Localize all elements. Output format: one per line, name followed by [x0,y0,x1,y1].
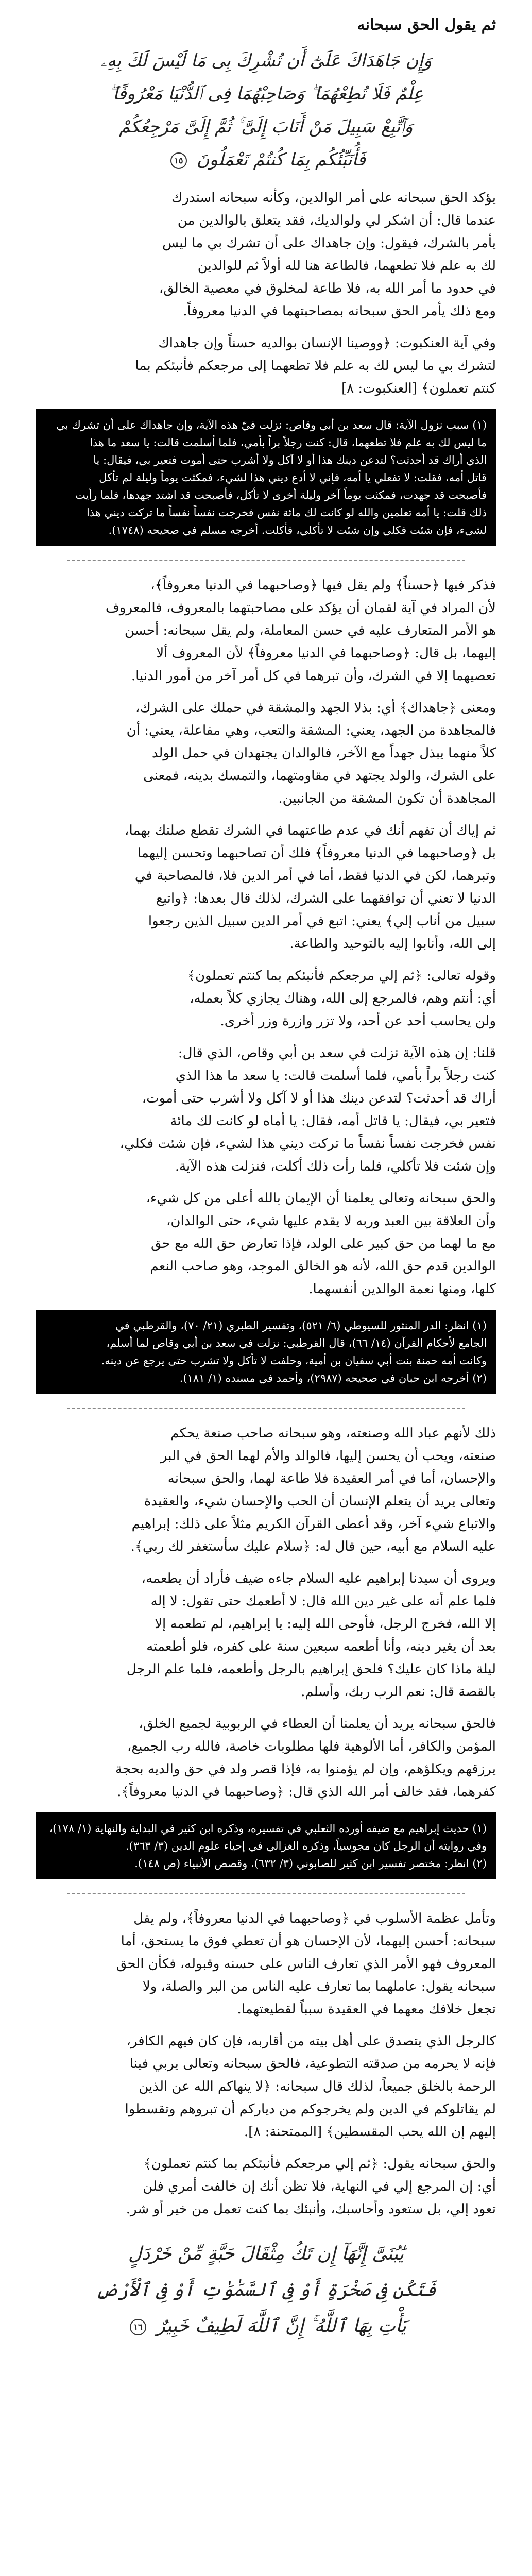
text-line: الرحمة بالخلق جميعاً، لذلك قال سبحانه: ﴿لا ينهاكم الله عن الذين [139,2079,496,2094]
text-line: ومعنى ﴿جاهداك﴾ أي: بذلا الجهد والمشقة في حملك على الشرك، [135,700,496,716]
quran-line [41,143,491,176]
text-line: لك به علم فلا تطعهما، فالطاعة هنا لله أولاً ثم للوالدين [197,258,496,274]
paragraph-3 [36,574,496,687]
footnote-line: قاتل أمه، فقلت: لا تفعلي يا أمه، فإني لا أدع ديني هذا لشيء، فمكثت يوماً وليلة لم تأكل [99,471,487,484]
text-line: قلنا: إن هذه الآية نزلت في سعد بن أبي وقاص، الذي قال: [178,1045,496,1061]
text-line: ومع ذلك يأمر الحق سبحانه بمصاحبتهما في الدنيا معروفاً. [183,303,496,319]
paragraph-4 [36,697,496,810]
footnote-line: وفي روايته أن الرجل كان مجوسياً، وذكره الغزالي في إحياء علوم الدين (٣/ ٣٦٣). [126,1840,487,1852]
text-line: كلها، ومنها نعمة الوالدين أنفسهما. [308,1281,496,1297]
text-line: عندما قال: أن اشكر لي ولوالديك، فقد يتعلق بالوالدين من [177,213,496,228]
verse-number-badge: ١٦ [130,2319,146,2335]
text-line: كفرهما، فقد خالف أمر الله الذي قال: ﴿وصاحبهما في الدنيا معروفاً﴾. [117,1784,496,1800]
paragraph-9 [36,1422,496,1558]
text-line: وتبرهما، لكن في الدنيا فقط، أما في أمر الدين فلا، فالمصاحبة في [134,868,496,884]
text-line: إليهم إن الله يحب المقسطين﴾ [الممتحنة: ٨]. [244,2124,496,2140]
footnote-line: ما ليس لك به علم فلا تطعهما، قال: كنت رجلاً براً بأمي، فلما أسلمت قالت: يا سعد ما هذا [90,436,487,449]
page-divider [67,560,465,561]
text-line: وإن شئت فلا تأكلي، فلما رأت ذلك أكلت، فنزلت هذه الآية. [175,1159,496,1174]
text-line: كنتم تعملون﴾ [العنكبوت: ٨] [341,381,496,396]
paragraph-11 [36,1713,496,1803]
text-line: بالقصة قال: نعم الرب ربك، وأسلم. [301,1684,496,1700]
footnote-line: (١) انظر: الدر المنثور للسيوطي (٦/ ٥٢١)، وتفسير الطبري (٢١/ ٧٠)، والقرطبي في [115,1319,487,1332]
footnote-line: (١) سبب نزول الآية: قال سعد بن أبي وقاص: نزلت فيّ هذه الآية، وإن جاهداك على أن تشرك بي [56,419,487,431]
text-line: المعروف فهو الأمر الذي تعارف الناس على حسنه وقبوله، فكأن الحق [116,1956,496,1972]
quran-line: فَتَكُن فِى صَخْرَةٍ أَوْ فِى ٱلسَّمَٰوَٰتِ أَوْ فِى ٱلْأَرْضِ [95,2279,437,2300]
text-line: لم يقاتلوكم في الدين ولم يخرجوكم من دياركم أن تبروهم وتقسطوا [125,2102,496,2117]
text-line: فالمجاهدة من الجهد، يعني: المشقة والتعب، وهي مفاعلة، يعني: أن [126,723,496,738]
text-line: والاتباع شيء آخر، وقد أعطى القرآن الكريم مثلاً على ذلك: إبراهيم [131,1516,496,1532]
text-line: أي: أنتم وهم، فالمرجع إلى الله، وهناك يجازي كلاً بعمله، [190,991,496,1006]
paragraph-1 [36,187,496,323]
text-line: كنت رجلاً براً بأمي، فلما أسلمت قالت: يا سعد ما هذا الذي [175,1068,496,1083]
text-line: فإنه لا يحرمه من صدقته التطوعية، فالحق سبحانه وتعالى يربي فينا [130,2056,496,2072]
text-line: الوالدين قدم حق الله، لأنه هو الخالق الموجد، وهو صاحب النعم [150,1259,496,1274]
text-line: وتعالى يريد أن يتعلم الإنسان أن الحب والإحسان شيء، والعقيدة [144,1494,496,1509]
quran-line-text: فَأُنَبِّئُكُم بِمَا كُنتُمْ تَعْمَلُونَ [196,149,366,170]
text-line: مع ما لهما من حق كبير على الولد، فإذا تعارض حق الله مع حق [151,1236,496,1251]
verse-number-badge: ١٥ [170,152,187,169]
footnote-block-3 [36,1812,496,1879]
text-line: هو الأمر المتعارف عليه في حسن المعاملة، ولم يقل سبحانه: أحسن [124,623,496,638]
text-line: تعود إلي، بل ستعود وأحاسبك، وأنبئك بما كنت تعمل من خير أو شر. [126,2201,496,2217]
text-line: إليهما، بل قال: ﴿وصاحبهما في الدنيا معروفاً﴾ لأن المعروف ألا [156,646,496,661]
text-line: صنعته، ويحب أن يحسن إليها، فالوالد والأم لهما الحق في البر [160,1448,496,1464]
footnote-line: (٢) أخرجه ابن حبان في صحيحه (٢٩٨٧)، وأحمد في مسنده (١/ ١٨١). [179,1372,487,1384]
text-line: لأن المراد في آية لقمان أن يؤكد على مصاحبتهما بالمعروف، فالمعروف [105,600,496,616]
text-line: والحق سبحانه وتعالى يعلمنا أن الإيمان بالله أعلى من كل شيء، [146,1191,496,1206]
footnote-line: ذلك قلت: يا أمه تعلمين والله لو كانت لك مائة نفس فخرجت نفساً نفساً ما تركت ديني هذا [86,506,487,519]
text-line: وفي آية العنكبوت: ﴿ووصينا الإنسان بوالديه حسناً وإن جاهداك [158,335,496,351]
text-line: فتعير بي، فيقال: يا قاتل أمه، فقال: يا أماه لو كانت لك مائة [170,1113,496,1129]
paragraph-10 [36,1567,496,1703]
text-line: سبحانه: أحسن إليهما، لأن الإحسان هو أن تعطي فوق ما يستحق، أما [121,1934,496,1949]
text-line: كالرجل الذي يتصدق على أهل بيته من أقاربه، فإن كان فيهم الكافر، [126,2033,496,2049]
text-line: سبيل من أناب إلي﴾ يعني: اتبع في أمر الدين سبيل الذين رجعوا [148,913,496,929]
text-line: بل ﴿وصاحبهما في الدنيا معروفاً﴾ فلك أن تصاحبهما وتحسن إليهما [137,845,496,861]
text-line: كلاً منهما يبذل جهداً مع الآخر، فالوالدان يجتهدان في حمل الولد [151,745,496,761]
text-line: المؤمن والكافر، أما الألوهية فلها مطلوبات خاصة، فالله رب الجميع، [127,1739,496,1754]
paragraph-8 [36,1187,496,1300]
footnote-line: فأصبحت قد جهدت، فمكثت يوماً آخر وليلة أخرى لا تأكل، فأصبحت قد اشتد جهدها، فلما رأيت [75,489,487,501]
footnote-line: وكانت أمه حمنة بنت أبي سفيان بن أمية، وحلفت لا تأكل ولا تشرب حتى يرجع عن دينه. [101,1354,487,1367]
paragraph-6 [36,964,496,1032]
paragraph-14 [36,2153,496,2221]
quran-line: عِلْمٌ فَلَا تُطِعْهُمَا ۖ وَصَاحِبْهُمَا فِى ٱلدُّنْيَا مَعْرُوفًا ۖ [108,83,424,104]
text-line: فذكر فيها ﴿حسناً﴾ ولم يقل فيها ﴿وصاحبهما في الدنيا معروفاً﴾، [150,578,496,593]
text-line: ثم إياك أن تفهم أنك في عدم طاعتهما في الشرك تقطع صلتك بهما، [125,823,496,838]
footnote-line: لشيء، فإن شئت فكلي وإن شئت لا تأكلي، فأكلت. أخرجه مسلم في صحيحه (١٧٤٨). [108,524,487,536]
text-line: سبحانه يقول: عاملهما بما تعارف عليه الناس من البر والصلة، ولا [142,1979,496,1994]
text-line: أي: إن المرجع إلي في النهاية، فلا تظن أنك إن خالفت أمري فلن [143,2179,496,2194]
text-line: ذلك لأنهم عباد الله وصنعته، وهو سبحانه صاحب صنعة يحكم [170,1426,496,1441]
text-line: عليه السلام مع أبيه، حين قال له: ﴿سلام عليك سأستغفر لك ربي﴾. [130,1539,496,1554]
text-line: إلى الله، وأنابوا إليه بالتوحيد والطاعة. [289,936,496,952]
text-line: ويروى أن سيدنا إبراهيم عليه السلام جاءه ضيف فأراد أن يطعمه، [141,1571,496,1586]
text-line: وتأمل عظمة الأسلوب في ﴿وصاحبهما في الدنيا معروفاً﴾، ولم يقل [133,1911,496,1926]
quran-verse-15 [41,44,491,176]
footnote-line: (٢) انظر: مختصر تفسير ابن كثير للصابوني (٣/ ٦٣٢)، وقصص الأنبياء (ص ١٤٨). [134,1857,487,1870]
footnote-block-2 [36,1310,496,1394]
paragraph-12 [36,1907,496,2021]
page-divider [67,1408,465,1409]
text-line: والإحسان، أما في أمر العقيدة فلا طاعة لهما، والحق سبحانه [167,1471,496,1486]
text-line: تعصيهما إلا في الشرك، وأن تبرهما في كل أمر آخر من أمور الدنيا. [131,668,496,684]
section-header: ثم يقول الحق سبحانه [357,16,496,34]
text-line: في حدود ما أمر الله به، فلا طاعة لمخلوق في معصية الخالق، [159,281,496,296]
text-line: إلا الله، فخرج الرجل، فأوحى الله إليه: يا إبراهيم، لم تطعمه إلا [155,1616,496,1632]
text-line: يرزقهم ويكلؤهم، وإن لم يؤمنوا به، فإذا قصر ولد في حق والديه بحجة [115,1761,496,1777]
paragraph-7 [36,1042,496,1178]
text-line: لتشرك بي ما ليس لك به علم فلا تطعهما إلى مرجعكم فأنبئكم بما [135,358,496,374]
text-line: تجعل خلافك معهما في العقيدة سبباً لقطيعتهما. [237,2002,496,2017]
footnote-block-1 [36,409,496,546]
footnote-line: الذي أراك قد أحدثت؟ لتدعن دينك هذا أو لا آكل ولا أشرب حتى أموت فتعير بي، فيقال: يا [93,454,487,466]
text-line: ولن يحاسب أحد عن أحد، ولا تزر وازرة وزر أخرى. [220,1013,496,1029]
quran-verse-16 [41,2236,491,2344]
text-line: أراك قد أحدثت؟ لتدعن دينك هذا أو لا آكل ولا أشرب حتى أموت، [142,1091,496,1106]
text-line: وقوله تعالى: ﴿ثم إلي مرجعكم فأنبئكم بما كنتم تعملون﴾ [187,968,496,984]
text-line: نفس فخرجت نفساً نفساً ما تركت ديني هذا لشيء، فإن شئت فكلي، [119,1136,496,1151]
footnote-line: (١) حديث إبراهيم مع ضيفه أورده الثعلبي في تفسيره، وذكره ابن كثير في البداية والنهاية (١/ ١٧٨)، [49,1822,487,1835]
text-line: فلما علم أنه على غير دين الله قال: لا أطعمك حتى تقول: لا إله [150,1594,496,1609]
quran-line: وَإِن جَاهَدَاكَ عَلَىٰٓ أَن تُشْرِكَ بِى مَا لَيْسَ لَكَ بِهِۦ [100,50,432,71]
text-line: يأمر بالشرك، فيقول: وإن جاهداك على أن تشرك بي ما ليس [162,235,496,251]
paragraph-5 [36,819,496,955]
footnote-line: الجامع لأحكام القرآن (١٤/ ٦٦)، قال القرطبي: نزلت في سعد بن أبي وقاص لما أسلم، [106,1337,487,1349]
page-divider [67,1893,465,1894]
text-line: ليلة ماذا كان عليك؟ فلحق إبراهيم بالرجل وأطعمه، فلما علم الرجل [126,1662,496,1677]
quran-line [41,2308,491,2344]
quran-line-text: يَأْتِ بِهَا ٱللَّهُ ۚ إِنَّ ٱللَّهَ لَطِيفٌ خَبِيرٌ [156,2315,407,2336]
paragraph-13 [36,2030,496,2143]
quran-line: وَٱتَّبِعْ سَبِيلَ مَنْ أَنَابَ إِلَىَّ ۚ ثُمَّ إِلَىَّ مَرْجِعُكُمْ [119,116,413,137]
text-line: والحق سبحانه يقول: ﴿ثم إلي مرجعكم فأنبئكم بما كنتم تعملون﴾ [143,2156,496,2172]
text-line: بعد أن يغير دينه، وأنا أطعمه سبعين سنة على كفره، فلو أطعمته [146,1639,496,1654]
text-line: على الشرك، والولد يجتهد في مقاومتهما، والتمسك بدينه، فمعنى [143,768,496,784]
quran-line: يَٰبُنَىَّ إِنَّهَآ إِن تَكُ مِثْقَالَ حَبَّةٍ مِّنْ خَرْدَلٍ [128,2243,404,2264]
text-line: الدنيا لا تعني أن توافقهما على الشرك، لذلك قال بعدها: ﴿واتبع [156,891,496,906]
text-line: وأن العلاقة بين العبد وربه لا يقدم عليها شيء، حتى الوالدان، [166,1213,496,1229]
paragraph-2 [36,332,496,400]
text-line: فالحق سبحانه يريد أن يعلمنا أن العطاء في الربوبية لجميع الخلق، [139,1716,496,1732]
text-line: المجاهدة أن تكون المشقة من الجانبين. [278,791,496,806]
text-line: يؤكد الحق سبحانه على أمر الوالدين، وكأنه سبحانه استدرك [171,190,496,206]
